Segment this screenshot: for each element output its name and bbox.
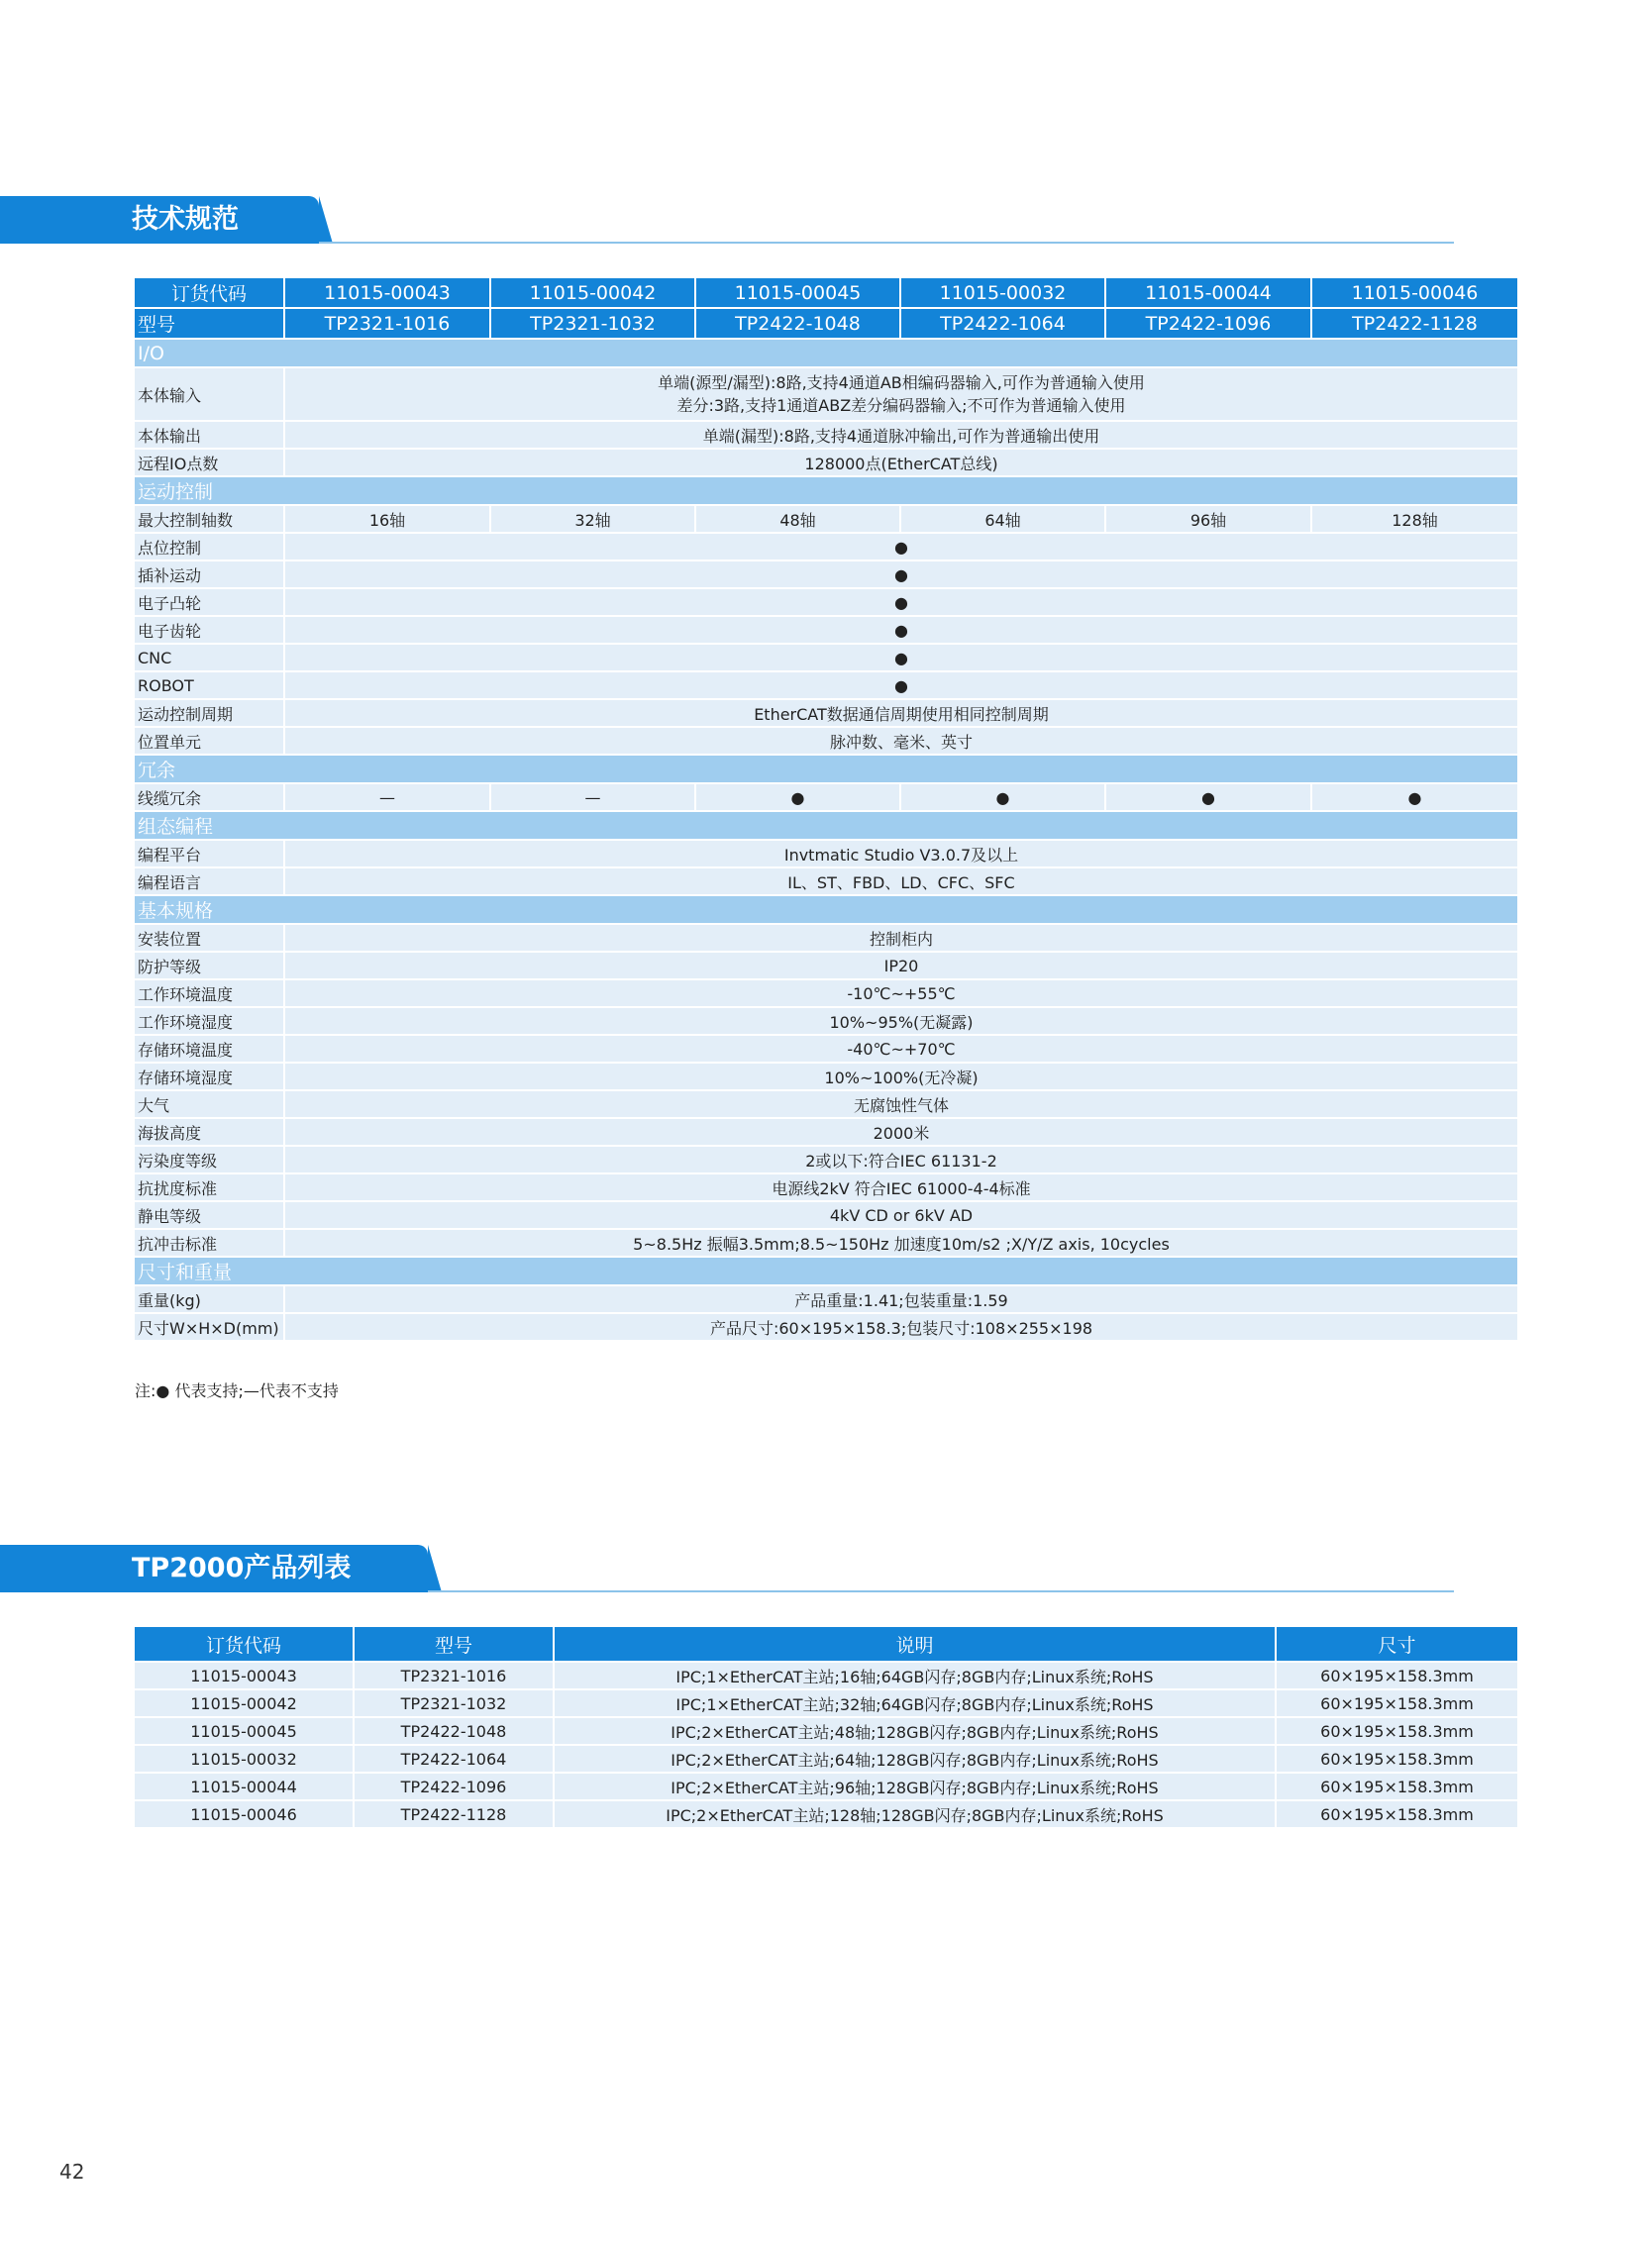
cell-order-code: 11015-00044 <box>135 1774 355 1801</box>
row-value: ● <box>901 784 1106 812</box>
row-value: 128000点(EtherCAT总线) <box>285 450 1517 477</box>
table-row <box>135 1690 1517 1718</box>
row-label: 插补运动 <box>135 561 285 589</box>
spec-row <box>135 1119 1517 1147</box>
row-label: 编程语言 <box>135 868 285 896</box>
spec-row <box>135 422 1517 450</box>
row-label: 存储环境湿度 <box>135 1064 285 1091</box>
order-code-cell: 11015-00042 <box>491 278 696 309</box>
row-label: 防护等级 <box>135 953 285 980</box>
section-title: 技术规范 <box>0 196 319 244</box>
category-programming: 组态编程 <box>135 812 1517 841</box>
spec-row <box>135 1314 1517 1342</box>
model-cell: TP2321-1032 <box>491 309 696 340</box>
spec-row <box>135 589 1517 617</box>
cell-model: TP2321-1016 <box>355 1663 555 1690</box>
category-row <box>135 1258 1517 1286</box>
row-value: IP20 <box>285 953 1517 980</box>
cell-size: 60×195×158.3mm <box>1277 1774 1517 1801</box>
row-label: 本体输出 <box>135 422 285 450</box>
table-row <box>135 1718 1517 1746</box>
row-label: 工作环境温度 <box>135 980 285 1008</box>
category-redundancy: 冗余 <box>135 756 1517 784</box>
row-label: 位置单元 <box>135 728 285 756</box>
section-title: TP2000产品列表 <box>0 1545 428 1592</box>
spec-row <box>135 784 1517 812</box>
row-label: CNC <box>135 645 285 672</box>
page-number: 42 <box>59 2160 85 2184</box>
order-code-cell: 11015-00046 <box>1312 278 1517 309</box>
row-value <box>285 368 1517 422</box>
cell-description: IPC;1×EtherCAT主站;16轴;64GB闪存;8GB内存;Linux系统;RoHS <box>555 1663 1277 1690</box>
cell-order-code: 11015-00045 <box>135 1718 355 1746</box>
spec-row <box>135 450 1517 477</box>
model-row <box>135 309 1517 340</box>
row-value: EtherCAT数据通信周期使用相同控制周期 <box>285 700 1517 728</box>
support-dot: ● <box>285 561 1517 589</box>
cell-size: 60×195×158.3mm <box>1277 1801 1517 1829</box>
row-value: — <box>491 784 696 812</box>
row-value: 控制柜内 <box>285 925 1517 953</box>
row-value: 脉冲数、毫米、英寸 <box>285 728 1517 756</box>
table-row <box>135 1801 1517 1829</box>
legend-note: 注:● 代表支持;—代表不支持 <box>135 1381 339 1400</box>
row-value: 128轴 <box>1312 506 1517 534</box>
value-line: 单端(源型/漏型):8路,支持4通道AB相编码器输入,可作为普通输入使用 <box>658 373 1145 392</box>
order-code-cell: 11015-00043 <box>285 278 491 309</box>
table-row <box>135 1774 1517 1801</box>
category-row <box>135 477 1517 506</box>
cell-size: 60×195×158.3mm <box>1277 1746 1517 1774</box>
row-label: 运动控制周期 <box>135 700 285 728</box>
row-value: 10%~100%(无冷凝) <box>285 1064 1517 1091</box>
row-label: 编程平台 <box>135 841 285 868</box>
spec-table <box>135 278 1517 1342</box>
order-code-cell: 11015-00044 <box>1106 278 1312 309</box>
cell-size: 60×195×158.3mm <box>1277 1663 1517 1690</box>
row-label: 重量(kg) <box>135 1286 285 1314</box>
row-label: 工作环境湿度 <box>135 1008 285 1036</box>
spec-row <box>135 561 1517 589</box>
spec-row <box>135 1230 1517 1258</box>
cell-model: TP2422-1096 <box>355 1774 555 1801</box>
order-code-row <box>135 278 1517 309</box>
row-label: 存储环境温度 <box>135 1036 285 1064</box>
row-value: 48轴 <box>696 506 901 534</box>
row-value: 产品尺寸:60×195×158.3;包装尺寸:108×255×198 <box>285 1314 1517 1342</box>
row-value: ● <box>696 784 901 812</box>
spec-row <box>135 728 1517 756</box>
row-value: — <box>285 784 491 812</box>
order-code-cell: 11015-00045 <box>696 278 901 309</box>
row-label: 污染度等级 <box>135 1147 285 1174</box>
spec-row <box>135 1286 1517 1314</box>
model-cell: TP2422-1128 <box>1312 309 1517 340</box>
row-label: 安装位置 <box>135 925 285 953</box>
spec-row <box>135 925 1517 953</box>
cell-order-code: 11015-00046 <box>135 1801 355 1829</box>
model-cell: TP2422-1048 <box>696 309 901 340</box>
row-value: ● <box>1106 784 1312 812</box>
cell-description: IPC;2×EtherCAT主站;64轴;128GB闪存;8GB内存;Linux系统;RoHS <box>555 1746 1277 1774</box>
spec-row <box>135 672 1517 700</box>
value-line: 差分:3路,支持1通道ABZ差分编码器输入;不可作为普通输入使用 <box>676 396 1126 415</box>
divider <box>428 1590 1454 1592</box>
spec-row <box>135 953 1517 980</box>
category-row <box>135 340 1517 368</box>
support-dot: ● <box>285 617 1517 645</box>
row-value: -10℃~+55℃ <box>285 980 1517 1008</box>
cell-model: TP2422-1048 <box>355 1718 555 1746</box>
row-value: IL、ST、FBD、LD、CFC、SFC <box>285 868 1517 896</box>
spec-row <box>135 534 1517 561</box>
column-header: 尺寸 <box>1277 1627 1517 1663</box>
order-code-cell: 11015-00032 <box>901 278 1106 309</box>
row-label: 抗冲击标准 <box>135 1230 285 1258</box>
category-motion: 运动控制 <box>135 477 1517 506</box>
row-label: ROBOT <box>135 672 285 700</box>
cell-order-code: 11015-00042 <box>135 1690 355 1718</box>
row-value: Invtmatic Studio V3.0.7及以上 <box>285 841 1517 868</box>
row-value: 64轴 <box>901 506 1106 534</box>
cell-model: TP2422-1128 <box>355 1801 555 1829</box>
support-dot: ● <box>285 589 1517 617</box>
header-row <box>135 1627 1517 1663</box>
table-row <box>135 1746 1517 1774</box>
spec-row <box>135 1174 1517 1202</box>
model-cell: TP2422-1064 <box>901 309 1106 340</box>
row-value: 32轴 <box>491 506 696 534</box>
cell-order-code: 11015-00032 <box>135 1746 355 1774</box>
column-header: 订货代码 <box>135 1627 355 1663</box>
category-io: I/O <box>135 340 1517 368</box>
cell-description: IPC;1×EtherCAT主站;32轴;64GB闪存;8GB内存;Linux系统;RoHS <box>555 1690 1277 1718</box>
cell-description: IPC;2×EtherCAT主站;96轴;128GB闪存;8GB内存;Linux系统;RoHS <box>555 1774 1277 1801</box>
row-value: -40℃~+70℃ <box>285 1036 1517 1064</box>
spec-row <box>135 700 1517 728</box>
row-label: 线缆冗余 <box>135 784 285 812</box>
row-label: 尺寸W×H×D(mm) <box>135 1314 285 1342</box>
row-value: 4kV CD or 6kV AD <box>285 1202 1517 1230</box>
row-value: 无腐蚀性气体 <box>285 1091 1517 1119</box>
row-value: 单端(漏型):8路,支持4通道脉冲输出,可作为普通输出使用 <box>285 422 1517 450</box>
row-label: 抗扰度标准 <box>135 1174 285 1202</box>
row-value: 电源线2kV 符合IEC 61000-4-4标准 <box>285 1174 1517 1202</box>
spec-row <box>135 980 1517 1008</box>
cell-description: IPC;2×EtherCAT主站;48轴;128GB闪存;8GB内存;Linux系统;RoHS <box>555 1718 1277 1746</box>
row-value: 16轴 <box>285 506 491 534</box>
row-value: ● <box>1312 784 1517 812</box>
row-label: 点位控制 <box>135 534 285 561</box>
cell-description: IPC;2×EtherCAT主站;128轴;128GB闪存;8GB内存;Linux系统;RoHS <box>555 1801 1277 1829</box>
support-dot: ● <box>285 645 1517 672</box>
model-cell: TP2321-1016 <box>285 309 491 340</box>
row-label: 静电等级 <box>135 1202 285 1230</box>
row-label: 海拔高度 <box>135 1119 285 1147</box>
spec-row <box>135 1008 1517 1036</box>
row-label: 大气 <box>135 1091 285 1119</box>
spec-row <box>135 506 1517 534</box>
model-cell: TP2422-1096 <box>1106 309 1312 340</box>
cell-size: 60×195×158.3mm <box>1277 1718 1517 1746</box>
category-row <box>135 896 1517 925</box>
column-header: 说明 <box>555 1627 1277 1663</box>
row-value: 2000米 <box>285 1119 1517 1147</box>
spec-row <box>135 617 1517 645</box>
row-label: 最大控制轴数 <box>135 506 285 534</box>
row-value: 5~8.5Hz 振幅3.5mm;8.5~150Hz 加速度10m/s2 ;X/Y/Z axis, 10cycles <box>285 1230 1517 1258</box>
table-row <box>135 1663 1517 1690</box>
spec-row <box>135 1036 1517 1064</box>
row-value: 2或以下:符合IEC 61131-2 <box>285 1147 1517 1174</box>
row-value: 产品重量:1.41;包装重量:1.59 <box>285 1286 1517 1314</box>
cell-order-code: 11015-00043 <box>135 1663 355 1690</box>
spec-row <box>135 841 1517 868</box>
column-header: 型号 <box>355 1627 555 1663</box>
spec-row <box>135 1064 1517 1091</box>
spec-row <box>135 1091 1517 1119</box>
cell-model: TP2321-1032 <box>355 1690 555 1718</box>
product-list-table <box>135 1627 1517 1829</box>
model-label: 型号 <box>135 309 285 340</box>
divider <box>319 242 1454 244</box>
row-value: 96轴 <box>1106 506 1312 534</box>
row-value: 10%~95%(无凝露) <box>285 1008 1517 1036</box>
support-dot: ● <box>285 534 1517 561</box>
cell-model: TP2422-1064 <box>355 1746 555 1774</box>
spec-row <box>135 868 1517 896</box>
category-row <box>135 812 1517 841</box>
category-size: 尺寸和重量 <box>135 1258 1517 1286</box>
row-label: 本体输入 <box>135 368 285 422</box>
category-basic: 基本规格 <box>135 896 1517 925</box>
spec-row <box>135 368 1517 422</box>
cell-size: 60×195×158.3mm <box>1277 1690 1517 1718</box>
category-row <box>135 756 1517 784</box>
spec-row <box>135 1202 1517 1230</box>
spec-row <box>135 645 1517 672</box>
spec-row <box>135 1147 1517 1174</box>
support-dot: ● <box>285 672 1517 700</box>
row-label: 远程IO点数 <box>135 450 285 477</box>
row-label: 电子齿轮 <box>135 617 285 645</box>
order-code-label: 订货代码 <box>135 278 285 309</box>
row-label: 电子凸轮 <box>135 589 285 617</box>
